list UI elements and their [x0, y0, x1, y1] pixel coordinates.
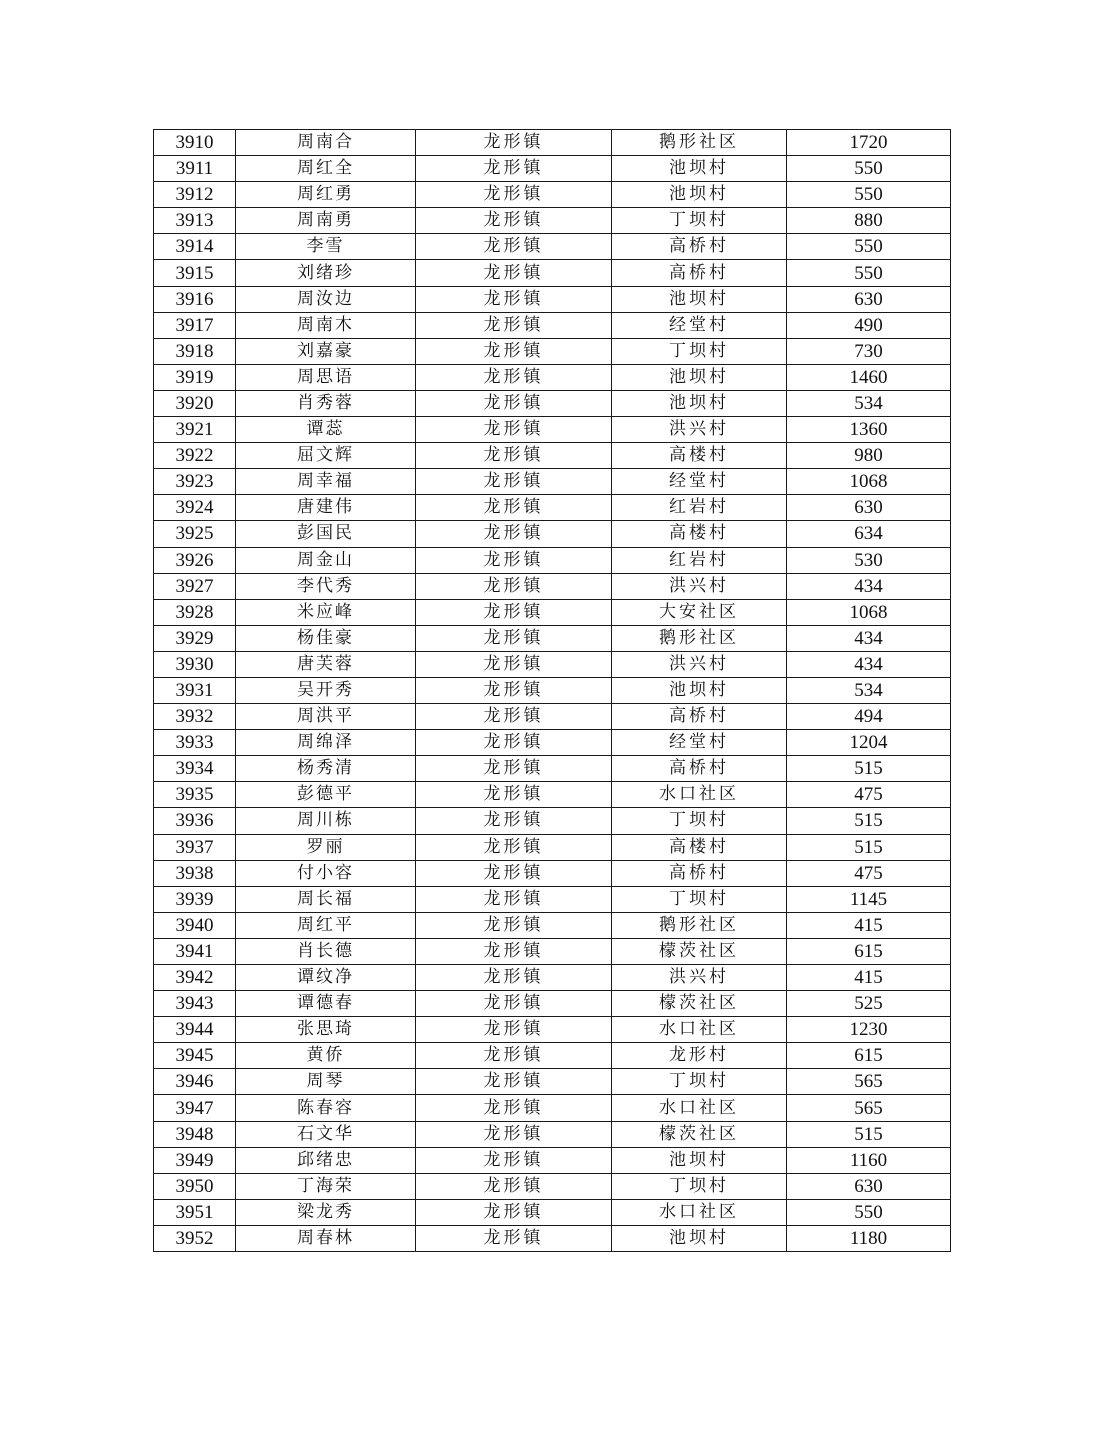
person-name-cell: 唐芙蓉 [236, 651, 416, 677]
village-cell: 檬茨社区 [612, 991, 787, 1017]
amount-cell: 534 [787, 390, 951, 416]
village-cell: 高桥村 [612, 860, 787, 886]
row-number-cell: 3929 [154, 625, 236, 651]
amount-cell: 630 [787, 286, 951, 312]
row-number-cell: 3948 [154, 1121, 236, 1147]
row-number-cell: 3944 [154, 1017, 236, 1043]
person-name-cell: 杨秀清 [236, 756, 416, 782]
town-cell: 龙形镇 [416, 1199, 612, 1225]
row-number-cell: 3927 [154, 573, 236, 599]
table-row [154, 886, 951, 912]
amount-cell: 1145 [787, 886, 951, 912]
row-number-cell: 3913 [154, 208, 236, 234]
amount-cell: 615 [787, 938, 951, 964]
village-cell: 高楼村 [612, 521, 787, 547]
person-name-cell: 米应峰 [236, 599, 416, 625]
village-cell: 大安社区 [612, 599, 787, 625]
table-row [154, 808, 951, 834]
village-cell: 鹅形社区 [612, 130, 787, 156]
person-name-cell: 刘绪珍 [236, 260, 416, 286]
town-cell: 龙形镇 [416, 1173, 612, 1199]
town-cell: 龙形镇 [416, 1043, 612, 1069]
town-cell: 龙形镇 [416, 547, 612, 573]
village-cell: 经堂村 [612, 312, 787, 338]
town-cell: 龙形镇 [416, 417, 612, 443]
village-cell: 丁坝村 [612, 1173, 787, 1199]
village-cell: 龙形村 [612, 1043, 787, 1069]
village-cell: 水口社区 [612, 1199, 787, 1225]
village-cell: 红岩村 [612, 547, 787, 573]
amount-cell: 730 [787, 338, 951, 364]
row-number-cell: 3925 [154, 521, 236, 547]
person-name-cell: 屈文辉 [236, 443, 416, 469]
person-name-cell: 周思语 [236, 364, 416, 390]
row-number-cell: 3912 [154, 182, 236, 208]
town-cell: 龙形镇 [416, 834, 612, 860]
row-number-cell: 3928 [154, 599, 236, 625]
village-cell: 池坝村 [612, 1225, 787, 1251]
person-name-cell: 彭德平 [236, 782, 416, 808]
table-row [154, 1069, 951, 1095]
table-row [154, 260, 951, 286]
town-cell: 龙形镇 [416, 651, 612, 677]
row-number-cell: 3914 [154, 234, 236, 260]
amount-cell: 565 [787, 1095, 951, 1121]
amount-cell: 550 [787, 260, 951, 286]
person-name-cell: 杨佳豪 [236, 625, 416, 651]
row-number-cell: 3922 [154, 443, 236, 469]
row-number-cell: 3919 [154, 364, 236, 390]
person-name-cell: 周南勇 [236, 208, 416, 234]
village-cell: 池坝村 [612, 286, 787, 312]
village-cell: 洪兴村 [612, 417, 787, 443]
table-row [154, 208, 951, 234]
row-number-cell: 3926 [154, 547, 236, 573]
person-name-cell: 周红全 [236, 156, 416, 182]
village-cell: 高楼村 [612, 834, 787, 860]
row-number-cell: 3941 [154, 938, 236, 964]
person-name-cell: 肖长德 [236, 938, 416, 964]
table-row [154, 782, 951, 808]
town-cell: 龙形镇 [416, 156, 612, 182]
village-cell: 水口社区 [612, 1095, 787, 1121]
table-row [154, 1225, 951, 1251]
table-row [154, 547, 951, 573]
row-number-cell: 3935 [154, 782, 236, 808]
town-cell: 龙形镇 [416, 860, 612, 886]
village-cell: 池坝村 [612, 677, 787, 703]
town-cell: 龙形镇 [416, 1017, 612, 1043]
table-row [154, 965, 951, 991]
amount-cell: 475 [787, 782, 951, 808]
table-row [154, 1147, 951, 1173]
amount-cell: 550 [787, 156, 951, 182]
amount-cell: 1068 [787, 469, 951, 495]
town-cell: 龙形镇 [416, 756, 612, 782]
amount-cell: 515 [787, 808, 951, 834]
row-number-cell: 3921 [154, 417, 236, 443]
town-cell: 龙形镇 [416, 260, 612, 286]
town-cell: 龙形镇 [416, 495, 612, 521]
amount-cell: 1460 [787, 364, 951, 390]
person-name-cell: 付小容 [236, 860, 416, 886]
village-cell: 经堂村 [612, 469, 787, 495]
row-number-cell: 3946 [154, 1069, 236, 1095]
table-row [154, 599, 951, 625]
village-cell: 洪兴村 [612, 573, 787, 599]
table-row [154, 677, 951, 703]
amount-cell: 434 [787, 573, 951, 599]
table-row [154, 469, 951, 495]
village-cell: 池坝村 [612, 182, 787, 208]
amount-cell: 475 [787, 860, 951, 886]
person-name-cell: 周川栋 [236, 808, 416, 834]
person-name-cell: 谭德春 [236, 991, 416, 1017]
amount-cell: 415 [787, 965, 951, 991]
table-row [154, 573, 951, 599]
amount-cell: 630 [787, 495, 951, 521]
town-cell: 龙形镇 [416, 312, 612, 338]
row-number-cell: 3918 [154, 338, 236, 364]
person-name-cell: 肖秀蓉 [236, 390, 416, 416]
amount-cell: 515 [787, 834, 951, 860]
row-number-cell: 3947 [154, 1095, 236, 1121]
village-cell: 高桥村 [612, 260, 787, 286]
amount-cell: 550 [787, 182, 951, 208]
village-cell: 池坝村 [612, 1147, 787, 1173]
amount-cell: 534 [787, 677, 951, 703]
person-name-cell: 周金山 [236, 547, 416, 573]
village-cell: 水口社区 [612, 782, 787, 808]
village-cell: 丁坝村 [612, 208, 787, 234]
row-number-cell: 3916 [154, 286, 236, 312]
person-name-cell: 周琴 [236, 1069, 416, 1095]
town-cell: 龙形镇 [416, 182, 612, 208]
person-name-cell: 张思琦 [236, 1017, 416, 1043]
person-name-cell: 梁龙秀 [236, 1199, 416, 1225]
row-number-cell: 3942 [154, 965, 236, 991]
amount-cell: 550 [787, 1199, 951, 1225]
row-number-cell: 3949 [154, 1147, 236, 1173]
person-name-cell: 邱绪忠 [236, 1147, 416, 1173]
village-cell: 檬茨社区 [612, 938, 787, 964]
amount-cell: 434 [787, 651, 951, 677]
town-cell: 龙形镇 [416, 1147, 612, 1173]
village-cell: 丁坝村 [612, 886, 787, 912]
village-cell: 高楼村 [612, 443, 787, 469]
town-cell: 龙形镇 [416, 965, 612, 991]
village-cell: 池坝村 [612, 390, 787, 416]
table-row [154, 417, 951, 443]
town-cell: 龙形镇 [416, 704, 612, 730]
row-number-cell: 3911 [154, 156, 236, 182]
village-cell: 高桥村 [612, 756, 787, 782]
person-name-cell: 周南合 [236, 130, 416, 156]
person-name-cell: 唐建伟 [236, 495, 416, 521]
row-number-cell: 3933 [154, 730, 236, 756]
person-name-cell: 周红勇 [236, 182, 416, 208]
row-number-cell: 3915 [154, 260, 236, 286]
row-number-cell: 3937 [154, 834, 236, 860]
row-number-cell: 3930 [154, 651, 236, 677]
table-row [154, 390, 951, 416]
table-row [154, 625, 951, 651]
table-row [154, 495, 951, 521]
village-cell: 高桥村 [612, 234, 787, 260]
town-cell: 龙形镇 [416, 1225, 612, 1251]
person-name-cell: 周南木 [236, 312, 416, 338]
town-cell: 龙形镇 [416, 338, 612, 364]
town-cell: 龙形镇 [416, 677, 612, 703]
table-row [154, 156, 951, 182]
table-row [154, 130, 951, 156]
person-name-cell: 李雪 [236, 234, 416, 260]
row-number-cell: 3923 [154, 469, 236, 495]
village-cell: 鹅形社区 [612, 625, 787, 651]
town-cell: 龙形镇 [416, 469, 612, 495]
village-cell: 红岩村 [612, 495, 787, 521]
row-number-cell: 3936 [154, 808, 236, 834]
row-number-cell: 3924 [154, 495, 236, 521]
town-cell: 龙形镇 [416, 443, 612, 469]
town-cell: 龙形镇 [416, 625, 612, 651]
amount-cell: 550 [787, 234, 951, 260]
person-name-cell: 周洪平 [236, 704, 416, 730]
amount-cell: 530 [787, 547, 951, 573]
person-name-cell: 谭纹净 [236, 965, 416, 991]
table-row [154, 834, 951, 860]
table-row [154, 704, 951, 730]
table-row [154, 912, 951, 938]
person-name-cell: 周春林 [236, 1225, 416, 1251]
amount-cell: 634 [787, 521, 951, 547]
amount-cell: 1230 [787, 1017, 951, 1043]
table-row [154, 991, 951, 1017]
village-cell: 丁坝村 [612, 338, 787, 364]
village-cell: 洪兴村 [612, 965, 787, 991]
amount-cell: 1160 [787, 1147, 951, 1173]
table-row [154, 1173, 951, 1199]
village-cell: 鹅形社区 [612, 912, 787, 938]
amount-cell: 980 [787, 443, 951, 469]
table-row [154, 1121, 951, 1147]
person-name-cell: 陈春容 [236, 1095, 416, 1121]
row-number-cell: 3932 [154, 704, 236, 730]
village-cell: 池坝村 [612, 364, 787, 390]
row-number-cell: 3945 [154, 1043, 236, 1069]
village-cell: 洪兴村 [612, 651, 787, 677]
amount-cell: 494 [787, 704, 951, 730]
town-cell: 龙形镇 [416, 208, 612, 234]
row-number-cell: 3917 [154, 312, 236, 338]
town-cell: 龙形镇 [416, 912, 612, 938]
table-row [154, 730, 951, 756]
person-name-cell: 罗丽 [236, 834, 416, 860]
table-row [154, 938, 951, 964]
town-cell: 龙形镇 [416, 1095, 612, 1121]
person-name-cell: 谭蕊 [236, 417, 416, 443]
amount-cell: 1180 [787, 1225, 951, 1251]
table-row [154, 312, 951, 338]
row-number-cell: 3939 [154, 886, 236, 912]
village-cell: 檬茨社区 [612, 1121, 787, 1147]
amount-cell: 515 [787, 1121, 951, 1147]
row-number-cell: 3943 [154, 991, 236, 1017]
town-cell: 龙形镇 [416, 599, 612, 625]
village-cell: 水口社区 [612, 1017, 787, 1043]
town-cell: 龙形镇 [416, 730, 612, 756]
amount-cell: 1068 [787, 599, 951, 625]
town-cell: 龙形镇 [416, 521, 612, 547]
table-row [154, 521, 951, 547]
table-row [154, 1095, 951, 1121]
row-number-cell: 3950 [154, 1173, 236, 1199]
person-name-cell: 周幸福 [236, 469, 416, 495]
table-row [154, 1043, 951, 1069]
amount-cell: 490 [787, 312, 951, 338]
person-name-cell: 丁海荣 [236, 1173, 416, 1199]
amount-cell: 515 [787, 756, 951, 782]
amount-cell: 615 [787, 1043, 951, 1069]
town-cell: 龙形镇 [416, 991, 612, 1017]
table-row [154, 756, 951, 782]
amount-cell: 1720 [787, 130, 951, 156]
town-cell: 龙形镇 [416, 130, 612, 156]
town-cell: 龙形镇 [416, 938, 612, 964]
person-name-cell: 周红平 [236, 912, 416, 938]
village-cell: 丁坝村 [612, 808, 787, 834]
roster-table [153, 129, 951, 1252]
town-cell: 龙形镇 [416, 782, 612, 808]
town-cell: 龙形镇 [416, 808, 612, 834]
person-name-cell: 周汝边 [236, 286, 416, 312]
amount-cell: 1360 [787, 417, 951, 443]
town-cell: 龙形镇 [416, 286, 612, 312]
town-cell: 龙形镇 [416, 234, 612, 260]
row-number-cell: 3934 [154, 756, 236, 782]
row-number-cell: 3952 [154, 1225, 236, 1251]
table-row [154, 1199, 951, 1225]
table-row [154, 443, 951, 469]
amount-cell: 415 [787, 912, 951, 938]
table-row [154, 860, 951, 886]
village-cell: 池坝村 [612, 156, 787, 182]
amount-cell: 880 [787, 208, 951, 234]
table-row [154, 286, 951, 312]
amount-cell: 565 [787, 1069, 951, 1095]
amount-cell: 525 [787, 991, 951, 1017]
row-number-cell: 3910 [154, 130, 236, 156]
row-number-cell: 3951 [154, 1199, 236, 1225]
table-row [154, 1017, 951, 1043]
roster-table-body [154, 130, 951, 1252]
village-cell: 高桥村 [612, 704, 787, 730]
village-cell: 丁坝村 [612, 1069, 787, 1095]
table-row [154, 364, 951, 390]
amount-cell: 630 [787, 1173, 951, 1199]
person-name-cell: 石文华 [236, 1121, 416, 1147]
town-cell: 龙形镇 [416, 1069, 612, 1095]
row-number-cell: 3920 [154, 390, 236, 416]
row-number-cell: 3938 [154, 860, 236, 886]
town-cell: 龙形镇 [416, 1121, 612, 1147]
person-name-cell: 李代秀 [236, 573, 416, 599]
table-row [154, 338, 951, 364]
person-name-cell: 周长福 [236, 886, 416, 912]
person-name-cell: 刘嘉豪 [236, 338, 416, 364]
town-cell: 龙形镇 [416, 364, 612, 390]
table-row [154, 182, 951, 208]
village-cell: 经堂村 [612, 730, 787, 756]
person-name-cell: 黄侨 [236, 1043, 416, 1069]
person-name-cell: 吴开秀 [236, 677, 416, 703]
table-row [154, 234, 951, 260]
person-name-cell: 彭国民 [236, 521, 416, 547]
amount-cell: 434 [787, 625, 951, 651]
table-row [154, 651, 951, 677]
person-name-cell: 周绵泽 [236, 730, 416, 756]
amount-cell: 1204 [787, 730, 951, 756]
town-cell: 龙形镇 [416, 390, 612, 416]
row-number-cell: 3931 [154, 677, 236, 703]
row-number-cell: 3940 [154, 912, 236, 938]
town-cell: 龙形镇 [416, 886, 612, 912]
town-cell: 龙形镇 [416, 573, 612, 599]
